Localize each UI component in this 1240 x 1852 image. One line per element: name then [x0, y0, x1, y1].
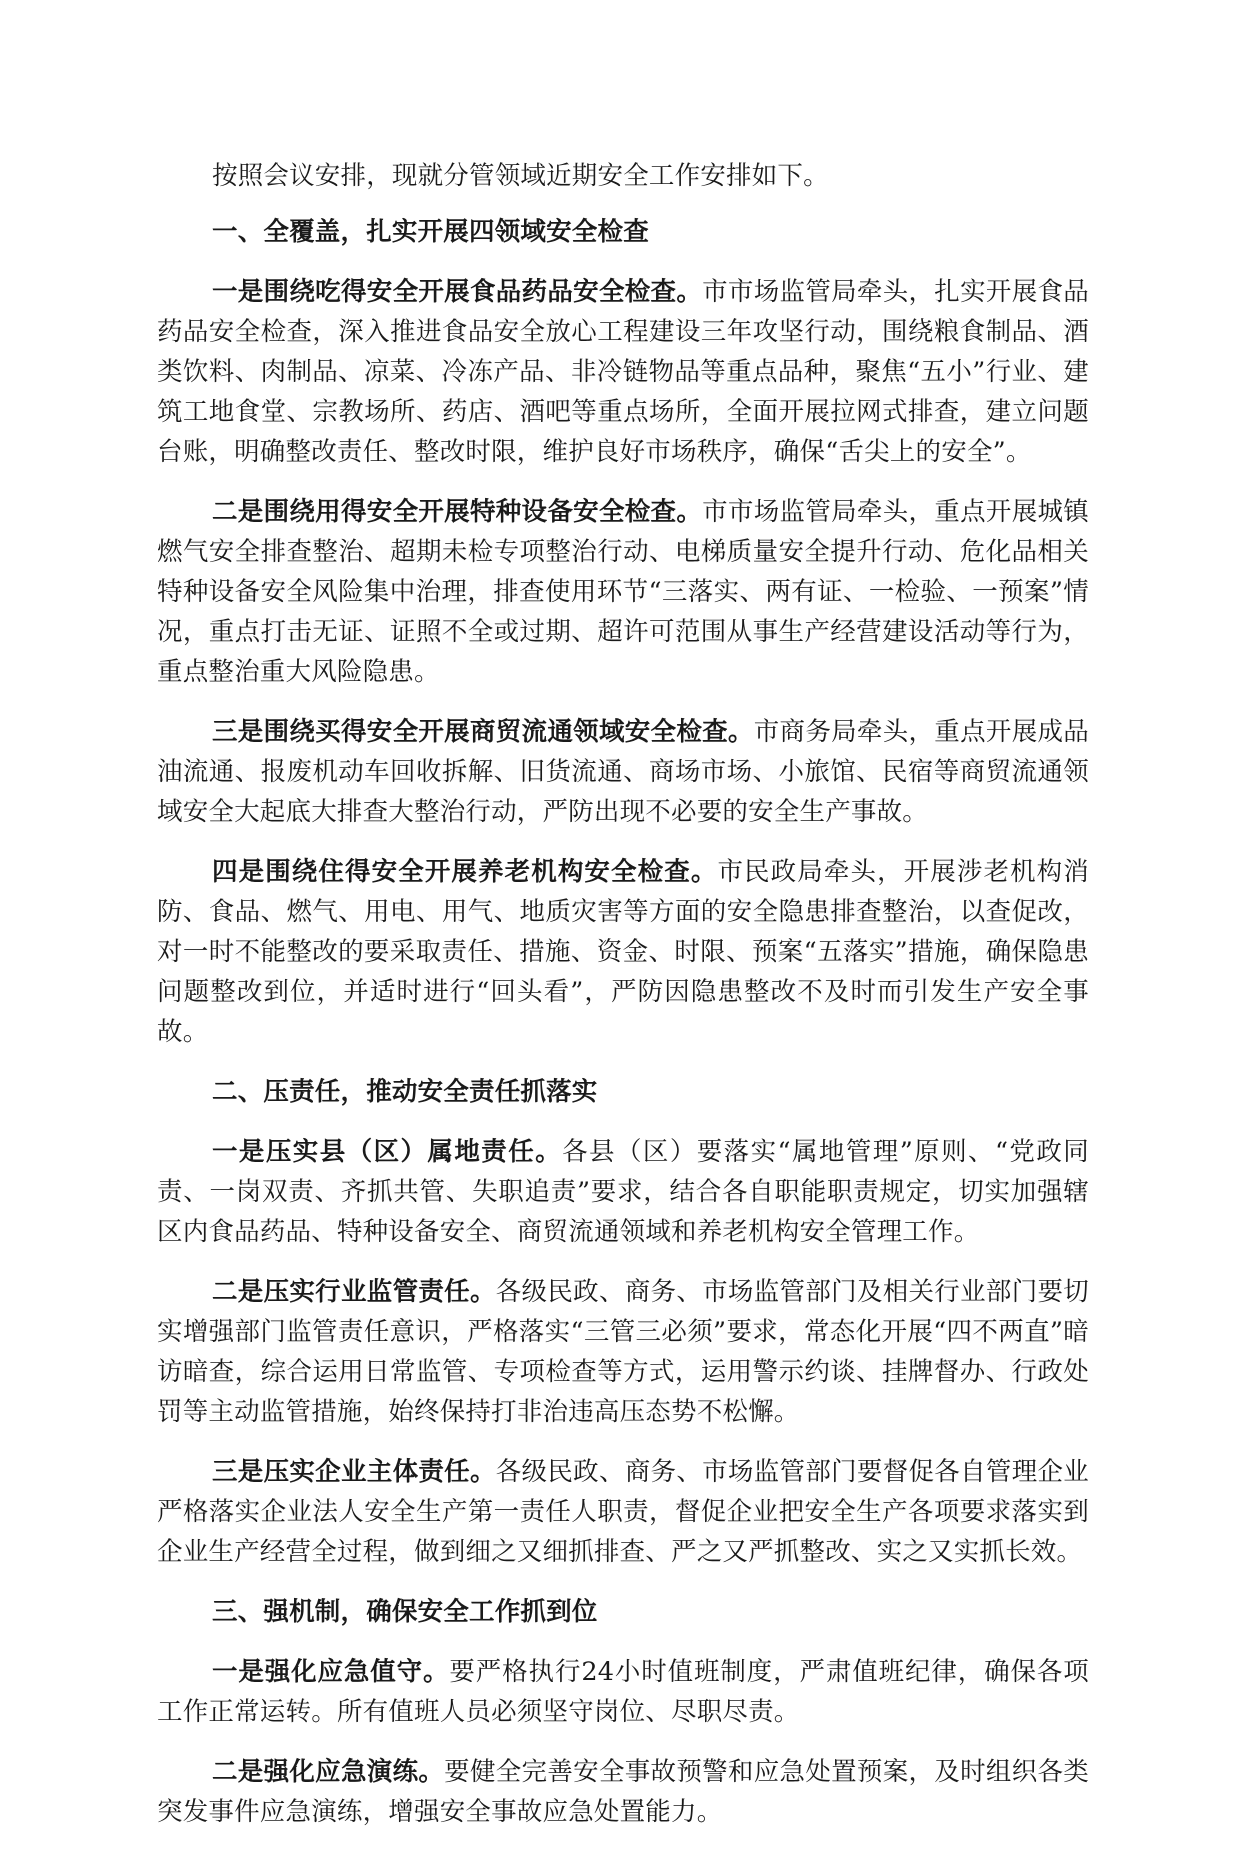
paragraph-body: 各级民政、商务、市场监管部门及相关行业部门要切实增强部门监管责任意识，严格落实“三管三必须”要求，常态化开展“四不两直”暗访暗查，综合运用日常监管、专项检查等方式，运用警示约谈、挂牌督办、行政处罚等主动监管措施，始终保持打非治违高压态势不松懈。	[157, 1277, 1089, 1427]
paragraph-body: 各级民政、商务、市场监管部门要督促各自管理企业严格落实企业法人安全生产第一责任人职责，督促企业把安全生产各项要求落实到企业生产经营全过程，做到细之又细抓排查、严之又严抓整改、实之又实抓长效。	[157, 1457, 1089, 1567]
section-paragraph	[157, 1752, 1089, 1832]
paragraph-lead: 二是强化应急演练。	[212, 1757, 445, 1787]
paragraph-body: 市民政局牵头，开展涉老机构消防、食品、燃气、用电、用气、地质灾害等方面的安全隐患排查整治，以查促改，对一时不能整改的要采取责任、措施、资金、时限、预案“五落实”措施，确保隐患问题整改到位，并适时进行“回头看”，严防因隐患整改不及时而引发生产安全事故。	[157, 857, 1089, 1047]
paragraph-lead: 二是围绕用得安全开展特种设备安全检查。	[212, 497, 703, 527]
intro-paragraph: 按照会议安排，现就分管领域近期安全工作安排如下。	[212, 161, 829, 191]
paragraph-body: 要严格执行24小时值班制度，严肃值班纪律，确保各项工作正常运转。所有值班人员必须坚守岗位、尽职尽责。	[157, 1657, 1089, 1727]
section-heading: 二、压责任，推动安全责任抓落实	[212, 1077, 598, 1107]
paragraph-lead: 三是压实企业主体责任。	[212, 1457, 496, 1487]
section-heading: 三、强机制，确保安全工作抓到位	[212, 1597, 598, 1627]
section-paragraph	[157, 1452, 1089, 1572]
section-paragraph	[157, 1272, 1089, 1432]
paragraph-lead: 四是围绕住得安全开展养老机构安全检查。	[212, 857, 718, 887]
paragraph-body: 要健全完善安全事故预警和应急处置预案，及时组织各类突发事件应急演练，增强安全事故应急处置能力。	[157, 1757, 1089, 1827]
section-paragraph	[157, 1132, 1089, 1252]
section-paragraph	[157, 712, 1089, 832]
paragraph-body: 各县（区）要落实“属地管理”原则、“党政同责、一岗双责、齐抓共管、失职追责”要求，结合各自职能职责规定，切实加强辖区内食品药品、特种设备安全、商贸流通领域和养老机构安全管理工作。	[157, 1137, 1089, 1247]
paragraph-lead: 三是围绕买得安全开展商贸流通领域安全检查。	[212, 717, 754, 747]
paragraph-lead: 二是压实行业监管责任。	[212, 1277, 496, 1307]
paragraph-body: 市市场监管局牵头，扎实开展食品药品安全检查，深入推进食品安全放心工程建设三年攻坚行动，围绕粮食制品、酒类饮料、肉制品、凉菜、冷冻产品、非冷链物品等重点品种，聚焦“五小”行业、建筑工地食堂、宗教场所、药店、酒吧等重点场所，全面开展拉网式排查，建立问题台账，明确整改责任、整改时限，维护良好市场秩序，确保“舌尖上的安全”。	[157, 277, 1089, 467]
paragraph-body: 市市场监管局牵头，重点开展城镇燃气安全排查整治、超期未检专项整治行动、电梯质量安全提升行动、危化品相关特种设备安全风险集中治理，排查使用环节“三落实、两有证、一检验、一预案”情况，重点打击无证、证照不全或过期、超许可范围从事生产经营建设活动等行为，重点整治重大风险隐患。	[157, 497, 1089, 687]
section-paragraph	[157, 1652, 1089, 1732]
section-paragraph	[157, 272, 1089, 472]
section-paragraph	[157, 852, 1089, 1052]
document-body	[157, 156, 1089, 1852]
paragraph-lead: 一是强化应急值守。	[212, 1657, 450, 1687]
paragraph-body: 市商务局牵头，重点开展成品油流通、报废机动车回收拆解、旧货流通、商场市场、小旅馆、民宿等商贸流通领域安全大起底大排查大整治行动，严防出现不必要的安全生产事故。	[157, 717, 1089, 827]
section-paragraph	[157, 492, 1089, 692]
paragraph-lead: 一是围绕吃得安全开展食品药品安全检查。	[212, 277, 703, 307]
section-heading: 一、全覆盖，扎实开展四领域安全检查	[212, 217, 649, 247]
paragraph-lead: 一是压实县（区）属地责任。	[212, 1137, 563, 1167]
